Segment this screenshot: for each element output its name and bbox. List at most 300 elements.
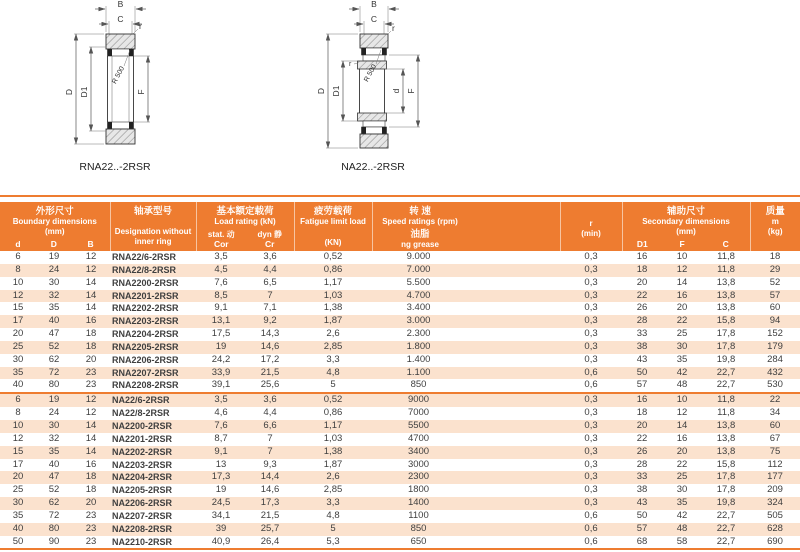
cell-B: 18 (72, 471, 110, 484)
r-bottom: (min) (581, 228, 601, 238)
cell-designation: RNA2208-2RSR (112, 380, 179, 391)
cell-cor: 17,5 (211, 328, 231, 340)
cell-d1: 18 (622, 264, 662, 277)
cell-cor: 33,9 (196, 367, 246, 380)
speed-header-block (373, 206, 468, 249)
cell-fatigue: 3,3 (294, 497, 372, 510)
table-bottom-rule (0, 548, 800, 550)
cell-r-min: 0,3 (560, 420, 622, 433)
cell-d1: 50 (622, 367, 662, 380)
cell-f: 12 (676, 407, 688, 419)
cell-designation: RNA2206-2RSR (112, 354, 179, 365)
cell-cor: 3,5 (214, 251, 228, 262)
table-row (0, 290, 800, 303)
cell-designation: NA2208-2RSR (110, 523, 196, 536)
cell-cor: 13 (215, 458, 227, 470)
cell-B: 23 (85, 379, 97, 391)
cell-d1: 18 (636, 407, 648, 419)
cell-c: 11,8 (702, 393, 750, 407)
cell-c: 13,8 (716, 432, 736, 444)
cell-d1: 20 (636, 276, 648, 288)
cell-f: 12 (662, 264, 702, 277)
cell-c: 17,8 (702, 471, 750, 484)
secondary-en: Secondary dimensions (642, 217, 730, 226)
cell-D: 19 (36, 393, 72, 407)
cell-d1: 28 (636, 458, 648, 470)
cell-f: 58 (676, 535, 688, 547)
table-row (0, 536, 800, 549)
cell-c: 22,7 (716, 379, 736, 391)
cell-D: 62 (36, 497, 72, 510)
cell-D: 80 (48, 379, 60, 391)
cell-d: 35 (12, 509, 24, 521)
dim-label-B: B (371, 0, 377, 9)
cell-cor: 13,1 (196, 315, 246, 328)
cell-r-min: 0,6 (560, 523, 622, 536)
mass-mid: m (771, 217, 779, 226)
cell-cr: 3,6 (263, 251, 277, 262)
cell-r-min: 0,3 (584, 328, 598, 340)
cell-speed: 3.400 (406, 302, 431, 314)
cell-cor: 9,1 (214, 302, 228, 314)
cell-cor: 8,7 (214, 432, 228, 444)
dim-label-F: F (406, 88, 416, 94)
col-header-speed (372, 202, 560, 251)
subheader-B: B (87, 239, 94, 249)
cell-r-min: 0,3 (584, 251, 598, 262)
cell-d: 17 (12, 458, 24, 470)
cell-f: 20 (662, 446, 702, 459)
secondary-subheaders (623, 239, 750, 249)
cell-c: 17,8 (702, 341, 750, 354)
cell-cor: 39,1 (211, 379, 231, 391)
cell-c: 15,8 (702, 315, 750, 328)
cell-D: 35 (36, 446, 72, 459)
load-en: Load rating (kN) (214, 217, 276, 226)
dim-label-r: r (139, 21, 142, 31)
cell-c: 13,8 (716, 276, 736, 288)
cell-speed: 9.000 (406, 251, 431, 262)
cell-r-min: 0,6 (584, 509, 598, 521)
na-drawing (293, 0, 508, 186)
cell-d1: 57 (622, 523, 662, 536)
subheader-d: d (15, 239, 21, 249)
cell-f: 16 (662, 290, 702, 303)
cell-D: 80 (36, 523, 72, 536)
secondary-zh: 辅助尺寸 (667, 206, 706, 217)
cell-fatigue: 1,87 (323, 458, 343, 470)
cell-cr: 7 (246, 290, 294, 303)
cell-f: 10 (662, 393, 702, 407)
cell-fatigue: 4,8 (294, 367, 372, 380)
speed-sub-en: ng grease (401, 239, 439, 249)
cell-d: 40 (12, 379, 24, 391)
cell-r-min: 0,3 (560, 290, 622, 303)
cell-d: 25 (0, 341, 36, 354)
cell-D: 72 (48, 509, 60, 521)
table-row (0, 523, 800, 536)
cell-speed: 4700 (407, 432, 430, 444)
subheader-C: C (722, 239, 729, 249)
dim-label-D: D (316, 87, 326, 95)
table-row (0, 328, 800, 341)
cell-B: 12 (85, 407, 97, 419)
cell-designation: NA2204-2RSR (110, 471, 196, 484)
cell-speed: 7000 (407, 407, 430, 419)
cell-mass: 22 (750, 393, 800, 407)
table-row (0, 354, 800, 367)
cell-cr: 6,5 (263, 276, 277, 288)
cell-fatigue: 0,86 (294, 264, 372, 277)
cell-d: 20 (0, 471, 36, 484)
cell-f: 35 (676, 353, 688, 365)
cell-B: 14 (72, 420, 110, 433)
cell-cr: 21,5 (260, 509, 280, 521)
cell-speed: 1400 (372, 497, 560, 510)
col-header-mass (750, 202, 800, 251)
cell-d: 10 (0, 420, 36, 433)
cell-B: 23 (72, 523, 110, 536)
table-row (0, 251, 800, 264)
cell-fatigue: 3,3 (326, 353, 340, 365)
cell-mass: 52 (769, 276, 781, 288)
cell-mass: 505 (767, 509, 783, 521)
cell-f: 42 (662, 367, 702, 380)
cell-d: 15 (0, 446, 36, 459)
cell-speed: 5500 (372, 420, 560, 433)
cell-d: 35 (0, 367, 36, 380)
cell-cr: 7 (246, 446, 294, 459)
boundary-unit: (mm) (44, 226, 65, 236)
load-subheaders (197, 230, 294, 249)
cell-D: 47 (36, 471, 72, 484)
cell-B: 18 (72, 341, 110, 354)
cell-cr: 9,2 (246, 315, 294, 328)
col-header-r (560, 202, 622, 251)
table-row (0, 367, 800, 380)
dim-label-D: D (64, 88, 74, 96)
cell-designation: RNA22/8-2RSR (110, 264, 196, 277)
cell-mass: 152 (767, 328, 783, 340)
table-row (0, 471, 800, 484)
cell-f: 30 (662, 341, 702, 354)
cell-c: 13,8 (702, 420, 750, 433)
col-header-fatigue (294, 202, 372, 251)
cell-mass: 284 (767, 353, 783, 365)
secondary-unit: (mm) (676, 226, 696, 236)
cell-f: 48 (662, 523, 702, 536)
cell-cr: 25,7 (246, 523, 294, 536)
cell-D: 62 (48, 353, 60, 365)
table-row (0, 497, 800, 510)
cell-r-min: 0,6 (560, 367, 622, 380)
cell-B: 23 (85, 509, 97, 521)
cell-D: 40 (36, 315, 72, 328)
cell-mass: 628 (750, 523, 800, 536)
cell-r-min: 0,3 (560, 497, 622, 510)
cell-c: 11,8 (717, 407, 735, 419)
cell-fatigue: 5 (330, 379, 336, 391)
cell-c: 13,8 (702, 290, 750, 303)
cell-B: 23 (72, 367, 110, 380)
designation-zh: 轴承型号 (134, 206, 173, 217)
cell-designation: RNA2202-2RSR (112, 303, 179, 314)
boundary-en: Boundary dimensions (12, 217, 97, 226)
cell-D: 32 (48, 432, 60, 444)
fatigue-zh: 疲劳载荷 (314, 206, 353, 217)
cell-speed: 850 (410, 379, 427, 391)
cell-D: 52 (36, 341, 72, 354)
cell-designation: NA2210-2RSR (112, 536, 173, 547)
dim-label-D1: D1 (79, 86, 89, 98)
cell-fatigue: 2,6 (294, 471, 372, 484)
cell-mass: 18 (769, 251, 781, 262)
cell-fatigue: 2,6 (326, 328, 340, 340)
cell-B: 12 (85, 251, 97, 262)
cell-mass: 94 (750, 315, 800, 328)
cell-speed: 650 (410, 535, 427, 547)
dim-label-C: C (117, 14, 124, 24)
cell-designation: NA2207-2RSR (112, 510, 173, 521)
cell-d: 15 (12, 302, 24, 314)
cell-mass: 60 (750, 420, 800, 433)
cell-B: 14 (85, 302, 97, 314)
table-row (0, 446, 800, 459)
cell-d1: 68 (636, 535, 648, 547)
cell-D: 32 (36, 290, 72, 303)
cell-fatigue: 5 (294, 523, 372, 536)
cell-speed: 2300 (372, 471, 560, 484)
r-top: r (589, 219, 593, 228)
cell-r-min: 0,3 (584, 276, 598, 288)
cell-d1: 16 (622, 393, 662, 407)
fatigue-en: Fatigue limit load (300, 217, 366, 226)
cell-f: 16 (676, 432, 688, 444)
cell-f: 25 (662, 471, 702, 484)
cell-designation: RNA2207-2RSR (110, 367, 196, 380)
table-header (0, 202, 800, 251)
cell-speed: 1.800 (372, 341, 560, 354)
cell-cor: 9,1 (196, 446, 246, 459)
cell-d1: 22 (636, 432, 648, 444)
cell-f: 20 (676, 302, 688, 314)
table-row (0, 407, 800, 420)
table-row (0, 277, 800, 290)
cell-d: 8 (15, 407, 21, 419)
designation-en2: inner ring (134, 236, 172, 246)
fatigue-unit: (KN) (324, 237, 342, 247)
cell-d1: 43 (636, 353, 648, 365)
cell-f: 22 (662, 315, 702, 328)
cell-d: 30 (0, 497, 36, 510)
cell-cr: 6,6 (246, 420, 294, 433)
cell-cr: 14,4 (246, 471, 294, 484)
cell-fatigue: 5,3 (326, 535, 340, 547)
cell-B: 12 (72, 264, 110, 277)
cell-mass: 34 (769, 407, 781, 419)
cell-r-min: 0,3 (584, 484, 598, 496)
cell-D: 35 (48, 302, 60, 314)
cell-cr: 4,4 (246, 264, 294, 277)
cell-cor: 3,5 (196, 393, 246, 407)
cell-cor: 4,6 (214, 407, 228, 419)
cell-mass: 112 (767, 458, 783, 470)
cell-f: 48 (676, 379, 688, 391)
cell-mass: 75 (750, 446, 800, 459)
cell-d1: 38 (622, 341, 662, 354)
cell-fatigue: 1,03 (294, 290, 372, 303)
cell-d: 8 (0, 264, 36, 277)
cell-f: 14 (676, 276, 688, 288)
cell-mass: 67 (769, 432, 781, 444)
cell-f: 35 (662, 497, 702, 510)
cell-designation: NA22/6-2RSR (110, 393, 196, 407)
cell-c: 22,7 (702, 367, 750, 380)
cell-B: 14 (72, 446, 110, 459)
table-row (0, 420, 800, 433)
bearing-spec-table (0, 202, 800, 548)
table-row (0, 433, 800, 446)
dim-label-D1: D1 (331, 85, 341, 97)
cell-cr: 17,2 (260, 353, 280, 365)
cell-D: 30 (36, 420, 72, 433)
cell-r-min: 0,3 (584, 302, 598, 314)
cell-r-min: 0,3 (560, 264, 622, 277)
col-header-secondary (622, 202, 750, 251)
cell-d1: 20 (622, 420, 662, 433)
cell-speed: 850 (372, 523, 560, 536)
cell-d1: 50 (636, 509, 648, 521)
dim-label-d: d (391, 88, 401, 94)
cell-D: 19 (48, 251, 60, 262)
cell-speed: 1100 (408, 509, 429, 521)
table-row (0, 379, 800, 393)
cell-d: 30 (12, 353, 24, 365)
dim-label-r: r (392, 23, 395, 33)
cell-cor: 24,5 (196, 497, 246, 510)
cell-r-min: 0,3 (584, 407, 598, 419)
cell-D: 24 (36, 264, 72, 277)
cell-designation: NA2202-2RSR (110, 446, 196, 459)
cell-d: 20 (12, 328, 24, 340)
cell-speed: 5.500 (406, 276, 431, 288)
cell-c: 15,8 (716, 458, 736, 470)
cell-cr: 14,3 (260, 328, 280, 340)
cell-f: 22 (676, 458, 688, 470)
cell-D: 24 (48, 407, 60, 419)
cell-speed: 9000 (372, 393, 560, 407)
cell-speed: 1800 (407, 484, 430, 496)
cell-r-min: 0,3 (560, 393, 622, 407)
cell-cor: 34,1 (211, 509, 231, 521)
cell-B: 18 (85, 484, 97, 496)
table-row (0, 510, 800, 523)
cell-cor: 7,6 (196, 420, 246, 433)
cell-mass: 690 (767, 535, 783, 547)
speed-en: Speed ratings (rpm) (382, 217, 458, 226)
cell-D: 52 (48, 484, 60, 496)
cell-cr: 7 (267, 432, 273, 444)
cell-designation: RNA2204-2RSR (112, 329, 179, 340)
cell-fatigue: 1,03 (323, 432, 343, 444)
cell-fatigue: 1,38 (294, 446, 372, 459)
cell-d1: 43 (622, 497, 662, 510)
cell-designation: RNA22/6-2RSR (112, 252, 177, 262)
cell-designation: NA2201-2RSR (112, 433, 173, 444)
cell-speed: 1.100 (372, 367, 560, 380)
cell-fatigue: 1,87 (294, 315, 372, 328)
cell-r-min: 0,3 (584, 432, 598, 444)
cell-mass: 209 (767, 484, 783, 496)
cell-d1: 26 (622, 446, 662, 459)
cell-d1: 28 (622, 315, 662, 328)
cell-d1: 33 (622, 471, 662, 484)
cell-cor: 39 (196, 523, 246, 536)
cell-D: 30 (48, 276, 60, 288)
cell-cr: 25,6 (260, 379, 280, 391)
cell-mass: 432 (750, 367, 800, 380)
cell-mass: 324 (750, 497, 800, 510)
cell-d: 40 (0, 523, 36, 536)
cell-designation: RNA2203-2RSR (110, 315, 196, 328)
figure-caption-rna: RNA22..-2RSR (79, 161, 151, 173)
cell-d1: 38 (636, 484, 648, 496)
cell-d1: 22 (622, 290, 662, 303)
cell-B: 20 (85, 353, 97, 365)
cell-d: 25 (12, 484, 24, 496)
col-header-boundary (0, 202, 110, 251)
boundary-zh: 外形尺寸 (35, 206, 74, 217)
cell-D: 72 (36, 367, 72, 380)
cell-designation: NA2205-2RSR (112, 485, 173, 496)
cell-r-min: 0,3 (560, 315, 622, 328)
dim-label-B: B (117, 0, 124, 9)
cell-cor: 4,5 (196, 264, 246, 277)
load-zh: 基本额定载荷 (216, 206, 274, 217)
cell-fatigue: 0,52 (323, 251, 343, 262)
cell-cor: 17,3 (196, 471, 246, 484)
cell-mass: 177 (750, 471, 800, 484)
radius-label: R 500 (363, 63, 379, 84)
cell-cor: 19 (196, 341, 246, 354)
cell-fatigue: 1,17 (294, 420, 372, 433)
cell-fatigue: 0,52 (294, 393, 372, 407)
cell-mass: 29 (750, 264, 800, 277)
cell-fatigue: 0,86 (323, 407, 343, 419)
cell-fatigue: 1,38 (323, 302, 343, 314)
cell-mass: 179 (750, 341, 800, 354)
table-row (0, 264, 800, 277)
cell-d1: 33 (636, 328, 648, 340)
cell-B: 16 (72, 315, 110, 328)
cell-speed: 1.400 (406, 353, 431, 365)
cell-speed: 3000 (407, 458, 430, 470)
cell-designation: NA2203-2RSR (112, 459, 173, 470)
cell-d1: 16 (636, 251, 648, 262)
cell-d: 10 (12, 276, 24, 288)
table-row (0, 459, 800, 472)
cell-B: 14 (85, 432, 97, 444)
cell-designation: RNA2200-2RSR (112, 277, 179, 288)
dim-label-r-inner: r (349, 61, 352, 68)
table-row (0, 302, 800, 315)
cell-fatigue: 4,8 (326, 509, 340, 521)
radius-label: R 500 (111, 65, 127, 86)
cell-d: 12 (12, 432, 24, 444)
table-row (0, 393, 800, 407)
cell-c: 22,7 (716, 535, 736, 547)
subheader-cor: stat. 动 Cor (207, 229, 235, 249)
